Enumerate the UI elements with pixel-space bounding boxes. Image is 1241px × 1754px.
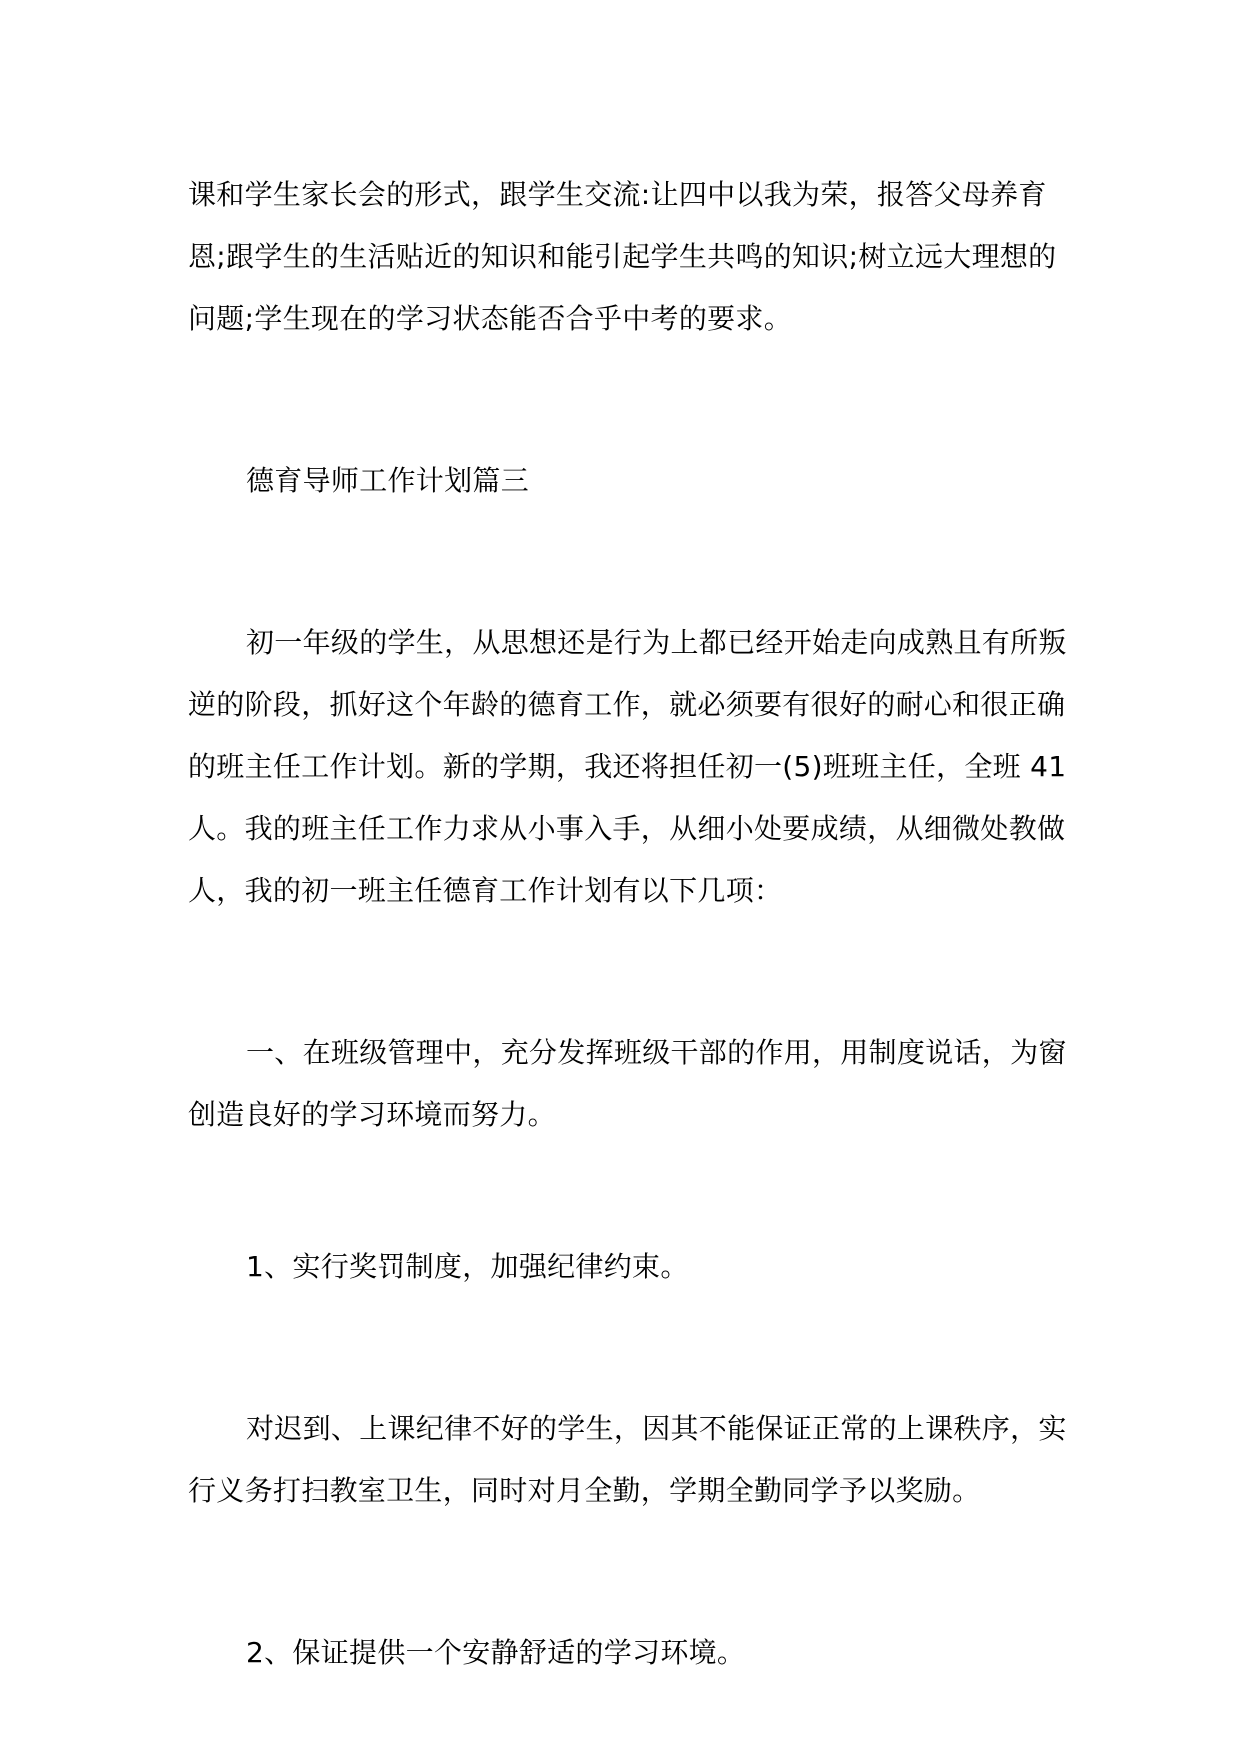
item-two-heading: 2、保证提供一个安静舒适的学习环境。 xyxy=(246,1636,746,1669)
paragraph-spacer xyxy=(188,1146,1068,1236)
paragraph-intro: 初一年级的学生，从思想还是行为上都已经开始走向成熟且有所叛逆的阶段，抓好这个年龄的德育工作，就必须要有很好的耐心和很正确的班主任工作计划。新的学期，我还将担任初一(5)班班主任，全班 41 人。我的班主任工作力求从小事入手，从细小处要成绩，从细微处教做人，我的初一班主任德育工作计划有以下几项： xyxy=(188,626,1067,907)
item-one-heading: 1、实行奖罚制度，加强纪律约束。 xyxy=(246,1250,689,1283)
paragraph-spacer xyxy=(188,1522,1068,1622)
document-body xyxy=(188,164,1068,1684)
paragraph-spacer xyxy=(188,512,1068,612)
paragraph-spacer xyxy=(188,350,1068,450)
section-heading: 德育导师工作计划篇三 xyxy=(246,464,530,497)
section-one-heading: 一、在班级管理中，充分发挥班级干部的作用，用制度说话，为窗创造良好的学习环境而努力。 xyxy=(188,1036,1067,1131)
paragraph-spacer xyxy=(188,1298,1068,1398)
paragraph-continued: 课和学生家长会的形式，跟学生交流:让四中以我为荣，报答父母养育恩;跟学生的生活贴近的知识和能引起学生共鸣的知识;树立远大理想的问题;学生现在的学习状态能否合乎中考的要求。 xyxy=(188,178,1057,335)
paragraph-spacer xyxy=(188,922,1068,1022)
paragraph-item-one: 对迟到、上课纪律不好的学生，因其不能保证正常的上课秩序，实行义务打扫教室卫生，同时对月全勤，学期全勤同学予以奖励。 xyxy=(188,1412,1067,1507)
